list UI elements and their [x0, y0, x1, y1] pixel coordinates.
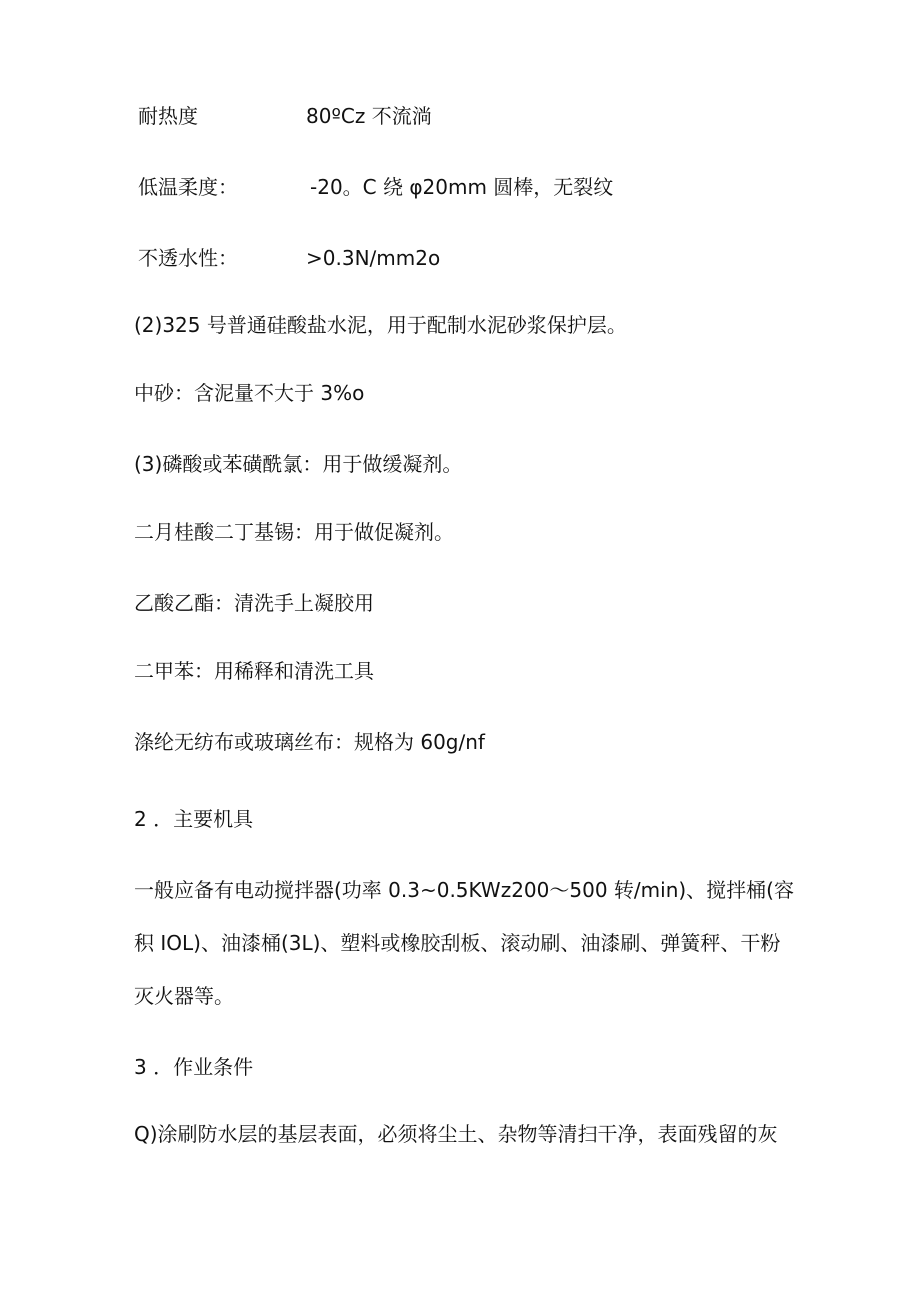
material-xylene: 二甲苯：用稀释和清洗工具 [134, 659, 374, 683]
section-heading-tools: 2 ．主要机具 [134, 807, 254, 831]
paragraph-line: 一般应备有电动搅拌器(功率 0.3~0.5KWz200～500 转/min)、搅拌桶(容 [134, 878, 794, 902]
section-heading-conditions: 3 ．作业条件 [134, 1055, 254, 1079]
material-accelerator: 二月桂酸二丁基锡：用于做促凝剂。 [134, 520, 454, 544]
section-paragraph-tools [134, 878, 794, 1037]
section-paragraph-conditions: Q)涂刷防水层的基层表面，必须将尘土、杂物等清扫干净，表面残留的灰 [134, 1122, 778, 1146]
spec-label: 不透水性： [138, 246, 238, 270]
spec-label: 耐热度 [138, 104, 198, 128]
spec-value: 80ºCz 不流淌 [306, 104, 432, 128]
material-sand: 中砂：含泥量不大于 3%o [134, 381, 365, 405]
paragraph-line: 灭火器等。 [134, 984, 234, 1008]
spec-value: -20。C 绕 φ20mm 圆棒，无裂纹 [310, 175, 614, 199]
material-ethyl-acetate: 乙酸乙酯：清洗手上凝胶用 [134, 591, 374, 615]
material-cement: (2)325 号普通硅酸盐水泥，用于配制水泥砂浆保护层。 [134, 313, 627, 337]
spec-label: 低温柔度： [138, 175, 238, 199]
material-retarder: (3)磷酸或苯磺酰氯：用于做缓凝剂。 [134, 452, 463, 476]
material-fabric: 涤纶无纺布或玻璃丝布：规格为 60g∕nf [134, 730, 485, 754]
paragraph-line: 积 IOL)、油漆桶(3L)、塑料或橡胶刮板、滚动刷、油漆刷、弹簧秤、干粉 [134, 931, 781, 955]
spec-value: >0.3N∕mm2o [306, 246, 441, 270]
